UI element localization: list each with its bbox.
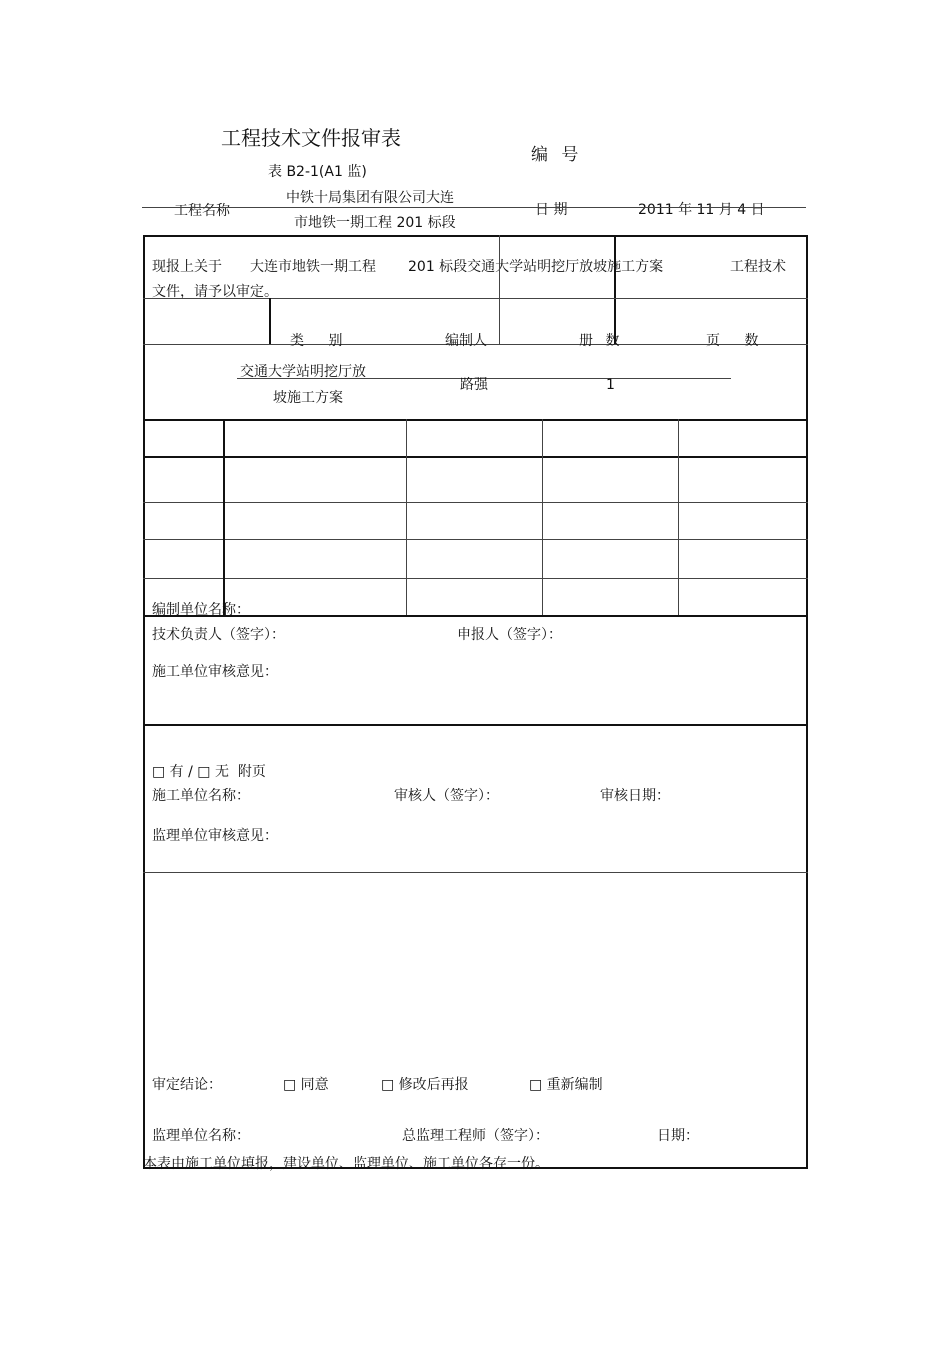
conclusion-label: 审定结论： — [152, 1077, 222, 1093]
col-header-category: 类 别 — [290, 333, 353, 349]
row1-name-line1: 交通大学站明挖厅放 — [240, 364, 366, 380]
grid-line — [614, 235, 616, 345]
project-name-label: 工程名称 — [174, 203, 230, 219]
date-label: 日 期 — [535, 202, 568, 218]
construction-unit-label: 施工单位名称： — [152, 788, 250, 804]
frame-left — [143, 235, 145, 1168]
grid-line — [542, 419, 543, 616]
col-header-pages: 页 数 — [706, 333, 769, 349]
grid-line — [678, 419, 679, 616]
option-revise: □ 修改后再报 — [381, 1077, 469, 1093]
intro-line2: 文件，请予以审定。 — [152, 284, 278, 300]
review-date-label: 审核日期： — [600, 788, 670, 804]
option-approve: □ 同意 — [283, 1077, 329, 1093]
intro-project: 大连市地铁一期工程 — [250, 259, 376, 275]
intro-section: 201 标段交通大学站明挖厅放坡施工方案 — [408, 259, 664, 275]
frame-right — [806, 235, 808, 1168]
reviewer-label: 审核人（签字）： — [394, 788, 499, 804]
supervision-opinion-label: 监理单位审核意见： — [152, 828, 278, 844]
grid-line — [143, 872, 808, 873]
col-header-volumes: 册 数 — [579, 333, 624, 349]
grid-line — [143, 539, 808, 540]
row1-author: 路强 — [460, 377, 488, 393]
conclusion-date-label: 日期： — [657, 1128, 699, 1144]
grid-line — [223, 419, 225, 616]
number-label: 编 号 — [531, 145, 583, 165]
grid-line — [143, 419, 808, 421]
date-value: 2011 年 11 月 4 日 — [638, 202, 765, 218]
review-opinion-label: 施工单位审核意见： — [152, 664, 278, 680]
row1-volumes: 1 — [606, 377, 615, 393]
intro-prefix: 现报上关于 — [152, 259, 222, 275]
attachment-checkboxes: □ 有 / □ 无 附页 — [152, 764, 266, 780]
option-recompile: □ 重新编制 — [529, 1077, 603, 1093]
header-rule — [142, 207, 806, 208]
col-header-author: 编制人 — [445, 333, 487, 349]
grid-line — [269, 298, 271, 345]
frame-top — [143, 235, 808, 237]
grid-line — [406, 419, 407, 616]
form-title: 工程技术文件报审表 — [221, 126, 401, 150]
form-code: 表 B2-1(A1 监) — [268, 164, 367, 180]
unit-name-label: 编制单位名称： — [152, 602, 250, 618]
applicant-label: 申报人（签字）： — [457, 627, 562, 643]
row1-name-line2: 坡施工方案 — [273, 390, 343, 406]
project-name-line2: 市地铁一期工程 201 标段 — [294, 215, 456, 231]
intro-suffix: 工程技术 — [730, 259, 786, 275]
supervision-unit-label: 监理单位名称： — [152, 1128, 250, 1144]
grid-line — [143, 456, 808, 458]
tech-lead-label: 技术负责人（签字）： — [152, 627, 285, 643]
grid-line — [143, 298, 808, 299]
grid-line — [143, 724, 808, 726]
chief-engineer-label: 总监理工程师（签字）： — [402, 1128, 549, 1144]
project-name-line1: 中铁十局集团有限公司大连 — [286, 190, 454, 206]
grid-line — [499, 235, 500, 345]
footer-note: 本表由施工单位填报，建设单位、监理单位、施工单位各存一份。 — [143, 1156, 549, 1172]
grid-line — [143, 502, 808, 503]
grid-line — [143, 578, 808, 579]
